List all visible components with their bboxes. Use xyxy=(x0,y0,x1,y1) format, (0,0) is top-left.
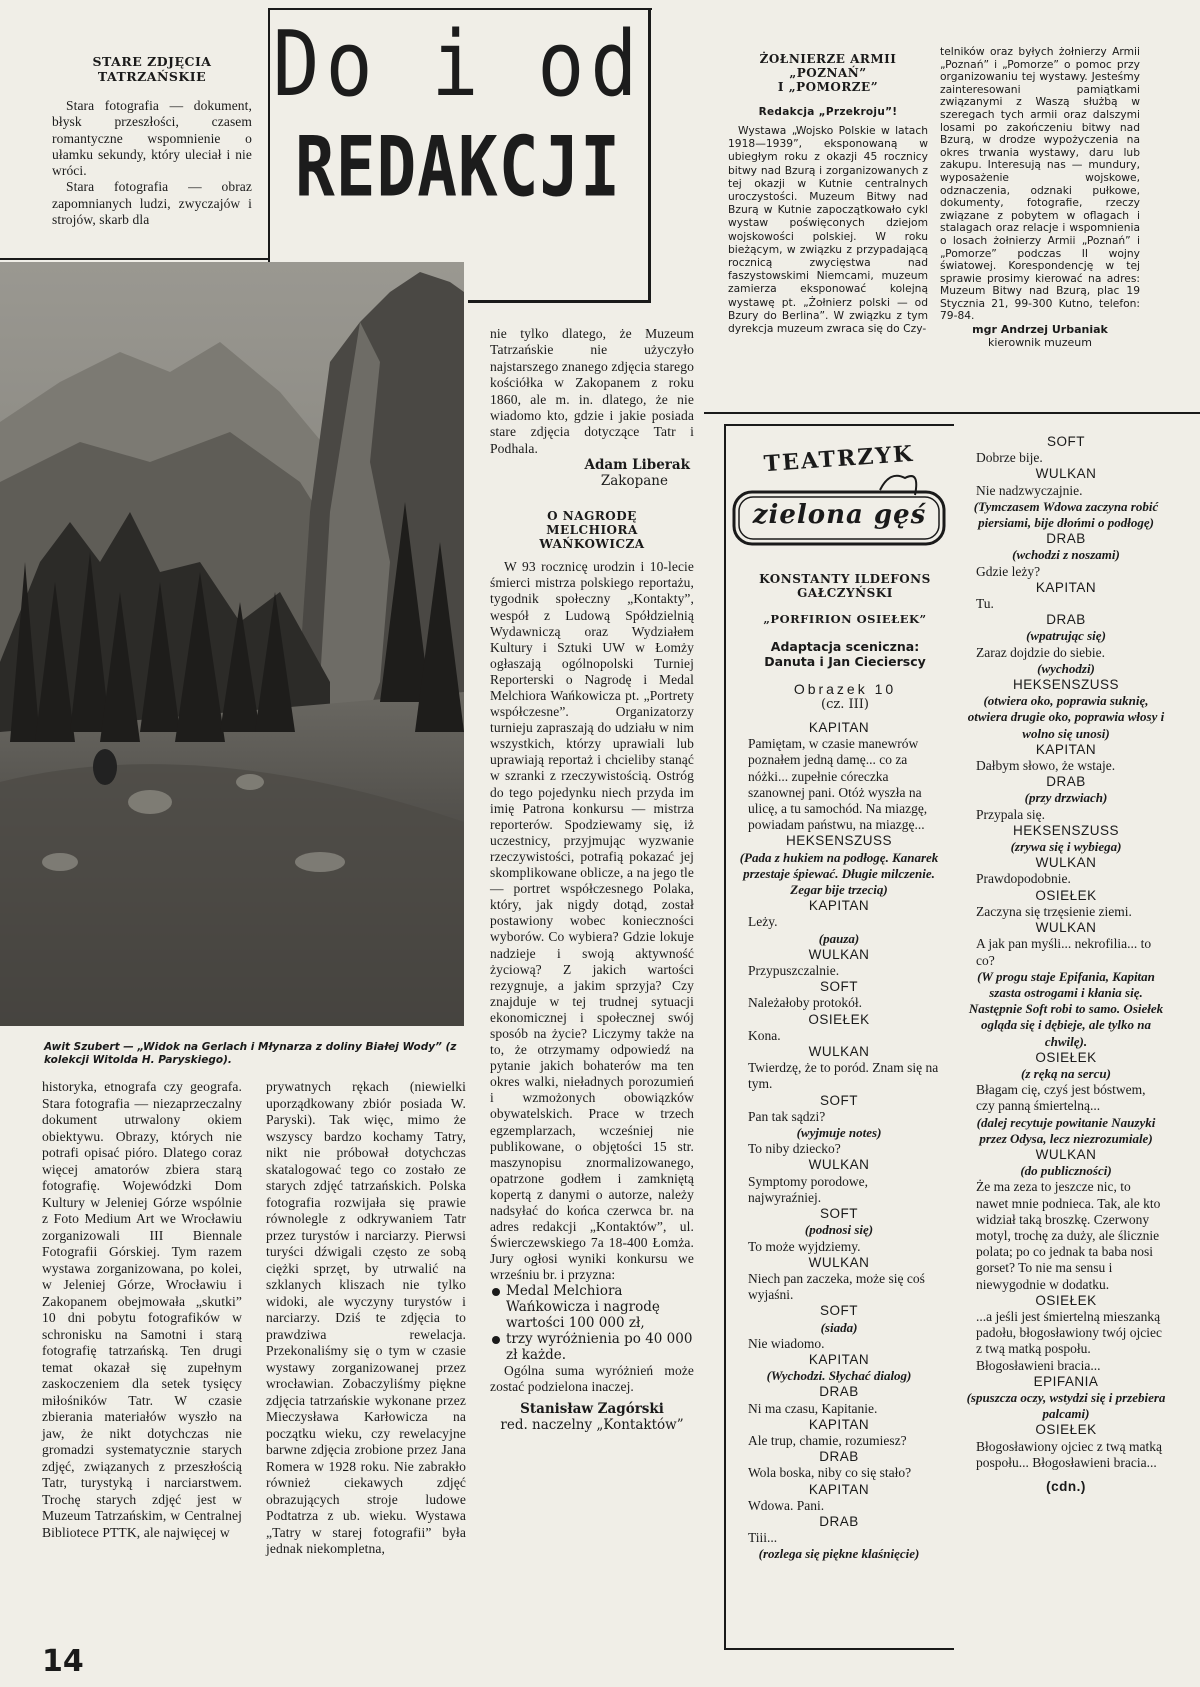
page-number: 14 xyxy=(42,1644,84,1679)
nagroda-bullet-2 xyxy=(490,1331,694,1363)
speaker-name: SOFT xyxy=(820,979,858,995)
dialogue-line: Błogosławiony ojciec z twą matką pospołu... Błogosławieni bracia... xyxy=(976,1438,1162,1470)
nagroda-signature-role: red. naczelny „Kontaktów” xyxy=(500,1417,684,1434)
stage-direction: (wchodzi z noszami) xyxy=(1012,547,1120,563)
bullet-icon xyxy=(492,1336,500,1344)
teatrzyk-scene: Obrazek 10 xyxy=(793,681,897,697)
zolnierze-heading-line-1: ŻOŁNIERZE ARMII xyxy=(759,52,897,66)
teatrzyk-part: (cz. III) xyxy=(821,697,869,712)
stare-column-3: nie tylko dlatego, że Muzeum Tatrzańskie nie użyczyło najstarszego znanego zdjęcia starego kościółka w Zakopanem z roku 1860, ale m. in. dlatego, że nie wiadomo kto, gdzie i jakie posiada stare zdjęcia dotyczące Tatr i Podhala. xyxy=(490,326,695,456)
zolnierze-heading xyxy=(728,52,928,94)
speaker-name: DRAB xyxy=(1046,774,1086,790)
dialogue-line: Gdzie leży? xyxy=(976,563,1041,579)
stage-direction: (przy drzwiach) xyxy=(1024,790,1108,806)
teatrzyk-logo xyxy=(730,440,952,550)
teatrzyk-header xyxy=(742,572,948,712)
speaker-name: WULKAN xyxy=(1035,920,1097,936)
teatrzyk-author: KONSTANTY ILDEFONS GAŁCZYŃSKI xyxy=(759,572,931,600)
dialogue-line: Twierdzę, że to poród. Znam się na tym. xyxy=(748,1060,939,1092)
speaker-name: HEKSENSZUSS xyxy=(1012,677,1120,693)
zolnierze-signature xyxy=(940,323,1140,349)
dialogue-line: Dobrze bije. xyxy=(976,450,1043,466)
speaker-name: OSIEŁEK xyxy=(1035,887,1097,903)
dialogue-line: Przypuszczalnie. xyxy=(748,963,840,979)
stare-column-2: prywatnych rękach (niewielki uporządkowany zbiór posiada W. Paryski). Tak więc, mimo że wszyscy bardzo kochamy Tatry, nikt nie próbował dotychczas skatalogować tego co zostało ze starych zdjęć tatrzańskich. Polska fotografia rozwijała się prawie równolegle z odkrywaniem Tatr przez turystów i narciarzy. Pierwsi turyści dźwigali często ze sobą ciężki sprzęt, by utrwalić na szklanych kliszach nie tylko widoki, ale wyczyny turystów i narciarzy. Dziś te zdjęcia to prawdziwa rewelacja. Przekonaliśmy się o tym w czasie wystawy zorganizowanej przez wrocławian. Zobaczyliśmy piękne zdjęcia tatrzańskie wykonane przez Mieczysława Karłowicza na początku wieku, czy rewelacyjne barwne zdjęcia zrobione przez Jana Romera w 1928 roku. Nie zabrakło również ciekawych zdjęć obrazujących stroje ludowe Podtatrza z ub. wieku. Wystawa „Tatry w starej fotografii” była jednak niekompletna, xyxy=(266,1079,466,1556)
dialogue-line: To niby dziecko? xyxy=(748,1141,841,1157)
stare-intro xyxy=(52,54,252,228)
dialogue-line: Dałbym słowo, że wstaje. xyxy=(976,758,1116,774)
play-column-1 xyxy=(738,720,940,1563)
dialogue-line: Przypala się. xyxy=(976,806,1045,822)
stage-direction: (otwiera oko, poprawia suknię, otwiera drugie oko, poprawia włosy i wolno się unosi) xyxy=(967,693,1165,741)
speaker-name: HEKSENSZUSS xyxy=(1012,822,1120,838)
zolnierze-heading-line-2: „POZNAŃ” xyxy=(789,66,867,80)
mountain-photo xyxy=(0,262,464,1026)
intro-bottom-rule xyxy=(0,258,270,260)
nagroda-heading: O NAGRODĘ MELCHIORA WAŃKOWICZA xyxy=(539,509,645,552)
stage-direction: (z ręką na sercu) xyxy=(1021,1065,1111,1081)
speaker-name: KAPITAN xyxy=(1035,741,1097,757)
stage-direction: (wpatrując się) xyxy=(1026,628,1106,644)
speaker-name: SOFT xyxy=(820,1092,858,1108)
title-line-1: Do i od xyxy=(272,13,644,117)
speaker-name: OSIEŁEK xyxy=(808,1011,870,1027)
stare-signature-name: Adam Liberak xyxy=(584,457,690,474)
speaker-name: KAPITAN xyxy=(808,1416,870,1432)
dialogue-line: Ale trup, chamie, rozumiesz? xyxy=(748,1432,907,1448)
zolnierze-signature-role: kierownik muzeum xyxy=(987,336,1092,350)
dialogue-line: Nie wiadomo. xyxy=(748,1335,825,1351)
speaker-name: DRAB xyxy=(1046,531,1086,547)
dialogue-line: Że ma zeza to jeszcze nic, to nawet mnie podnieca. Tak, ale kto widział taką broszkę. Czerwony motyl, trochę za duży, ale ślicznie polata; po co jednak ta baba nosi gorset? To nie ma sensu i niewygodnie w dodatku. xyxy=(976,1179,1161,1292)
dialogue-line: Leży. xyxy=(748,914,778,930)
title-box-bottom-rule xyxy=(468,300,651,303)
teatrzyk-play-title: „PORFIRION OSIEŁEK” xyxy=(763,612,927,626)
dialogue-line: Pamiętam, w czasie manewrów poznałem jedną damę... co za nóżki... zupełnie córeczka szanownej pani. Otóż wyszła na ulicę, a tu samochód. Na miazgę, powiadam państwu, na miazgę... xyxy=(748,736,928,833)
speaker-name: HEKSENSZUSS xyxy=(785,833,893,849)
nagroda-signature xyxy=(490,1401,694,1433)
dialogue-line: A jak pan myśli... nekrofilia... to co? xyxy=(976,936,1152,968)
speaker-name: KAPITAN xyxy=(808,898,870,914)
dialogue-line: To może wyjdziemy. xyxy=(748,1238,861,1254)
stage-direction: (zrywa się i wybiega) xyxy=(1010,839,1122,855)
stage-direction: (wychodzi) xyxy=(1037,660,1095,676)
title-box-right-rule xyxy=(648,8,651,303)
speaker-name: DRAB xyxy=(1046,612,1086,628)
stage-direction: (siada) xyxy=(820,1319,858,1335)
stage-direction: (podnosi się) xyxy=(804,1222,874,1238)
stare-signature xyxy=(490,457,694,489)
dialogue-line: Prawdopodobnie. xyxy=(976,871,1071,887)
dialogue-line: Pan tak sądzi? xyxy=(748,1108,826,1124)
zolnierze-text-2: telników oraz byłych żołnierzy Armii „Poznań” i „Pomorze” o pomoc przy organizowaniu tej wystawy. Jesteśmy zainteresowani pamiątkami związanymi z Waszą służbą w szeregach tych armii oraz dalszymi losami po zakończeniu bitwy nad Bzurą, w drodze wypożyczenia na okres trwania wystawy, daru lub zakupu. Interesują nas — mundury, wyposażenie wojskowe, odznaczenia, odznaki pułkowe, dokumenty, fotografie, rzeczy związane z pobytem w oflagach i stalagach oraz relacje i wspomnienia o losach żołnierzy Armii „Poznań” i „Pomorze” podczas II wojny światowej. Korespondencję w tej sprawie prosimy kierować na adres: Muzeum Bitwy nad Bzurą, plac 19 Stycznia 21, 99-300 Kutno, telefon: 79-84. xyxy=(940,45,1140,323)
speaker-name: WULKAN xyxy=(808,1157,870,1173)
dialogue-line: Wdowa. Pani. xyxy=(748,1497,825,1513)
speaker-name: DRAB xyxy=(819,1449,859,1465)
dialogue-line: Błagam cię, czyś jest bóstwem, czy panną śmiertelną... xyxy=(976,1082,1146,1114)
speaker-name: EPIFANIA xyxy=(1033,1373,1099,1389)
title-box-top-rule xyxy=(268,8,652,10)
stare-paragraph-2: Stara fotografia — obraz zapomnianych ludzi, zwyczajów i strojów, skarb dla xyxy=(52,179,252,228)
speaker-name: WULKAN xyxy=(1035,855,1097,871)
speaker-name: WULKAN xyxy=(808,946,870,962)
zolnierze-signature-name: mgr Andrzej Urbaniak xyxy=(972,323,1108,337)
dialogue-line: Zaczyna się trzęsienie ziemi. xyxy=(976,903,1132,919)
nagroda-text: W 93 rocznicę urodzin i 10-lecie śmierci mistrza polskiego reportażu, tygodnik społeczny „Kontakty”, wespół z Ludową Spółdzielnią Wydawniczą oraz Wydziałem Kultury i Sztuki UW w Łomży ogłaszają ogólnopolski Turniej Reporterski o Nagrodę i Medal Melchiora Wańkowicza pt. „Portrety współczesne”. Organizatorzy turnieju zapraszają do udziału w nim wszystkich, którzy uprawiali lub uprawiają reportaż i chcieliby stanąć w szranki z rzeczywistością. Ostróg do tego pojedynku niech przyda im imię Patrona konkursu — mistrza reporterów. Spodziewamy się, iż uczestnicy, przyjmując wyzwanie rzeczywistości, potrafią pokazać jej skomplikowane oblicze, a na jego tle — portret współczesnego Polaka, który, jak nigdy dotąd, został postawiony wobec konieczności wyborów. Co wybiera? Gdzie lokuje nadzieje i swoją aktywność życiową? Z jakich wartości rezygnuje, a jakim sprzyja? Czy znajduje w tej trudnej sytuacji ekonomicznej i społecznej swój sposób na życie? Liczymy także na to, że otrzymamy odpowiedź na pytanie jakich bohaterów ma ten okres walki, nieładnych porozumień i wzmożonych obowiązków obywatelskich. Prace w trzech egzemplarzach, wcześniej nie publikowane, o objętości 15 str. maszynopisu znormalizowanego, opatrzone godłem i zamkniętą kopertą z danymi o autorze, należy nadsyłać do końca czerwca br. na adres redakcji „Kontaktów”, ul. Świerczewskiego 7a 18-400 Łomża. Jury ogłosi wyniki konkursu we wrześniu br. i przyzna: xyxy=(490,559,694,1283)
zolnierze-column-1 xyxy=(728,52,928,335)
teatrzyk-logo-bottom: zielona gęś xyxy=(752,500,927,530)
dialogue-line: Tiii... xyxy=(748,1530,778,1546)
stage-direction: (rozlega się piękne klaśnięcie) xyxy=(758,1546,920,1562)
stare-heading: STARE ZDJĘCIA TATRZAŃSKIE xyxy=(92,54,212,84)
dialogue-line: Niech pan zaczeka, może się coś wyjaśni. xyxy=(748,1270,925,1303)
dialogue-line: Zaraz dojdzie do siebie. xyxy=(976,644,1105,660)
dialogue-line: Ni ma czasu, Kapitanie. xyxy=(748,1400,878,1416)
zolnierze-salutation: Redakcja „Przekroju”! xyxy=(758,106,898,118)
speaker-name: WULKAN xyxy=(1035,466,1097,482)
mountain-landscape-image xyxy=(0,262,464,1026)
speaker-name: WULKAN xyxy=(808,1044,870,1060)
dialogue-line: Tu. xyxy=(976,596,994,612)
zolnierze-text-1: Wystawa „Wojsko Polskie w latach 1918—1939”, eksponowaną w ubiegłym roku z okazji 45 rocznicy bitwy nad Bzurą i zorganizowanych z tej okazji w Kutnie centralnych uroczystości. Muzeum Bitwy nad Bzurą w Kutnie zapoczątkowało cykl wystaw poświęconych dziejom wojskowości polskiej. W roku bieżącym, w związku z przypadającą rocznicą zwycięstwa nad faszystowskimi Niemcami, muzeum zamierza eksponować kolejną wystawę pt. „Żołnierz polski — od Bzury do Berlina”. W związku z tym dyrekcja muzeum zwraca się do Czy- xyxy=(728,124,928,336)
speaker-name: SOFT xyxy=(1047,434,1085,449)
stage-direction: (Wychodzi. Słychać dialog) xyxy=(766,1368,912,1384)
stage-direction: (dalej recytuje powitanie Nauzyki przez Odysa, lecz niezrozumiale) xyxy=(976,1114,1156,1146)
dialogue-line: Należałoby protokół. xyxy=(748,995,862,1011)
dialogue-line: Symptomy porodowe, najwyraźniej. xyxy=(748,1173,868,1205)
page-title xyxy=(272,13,644,216)
dialogue-line: Wola boska, niby co się stało? xyxy=(748,1465,912,1481)
title-line-2: REDAKCJI xyxy=(295,119,621,216)
nagroda-signature-name: Stanisław Zagórski xyxy=(520,1401,664,1418)
teatrzyk-adapt-names: Danuta i Jan Ciecierscy xyxy=(764,654,926,669)
stare-signature-place: Zakopane xyxy=(600,473,668,490)
speaker-name: KAPITAN xyxy=(808,720,870,735)
dialogue-line: Nie nadzwyczajnie. xyxy=(976,482,1083,498)
dialogue-line: Kona. xyxy=(748,1027,781,1043)
stage-direction: (do publiczności) xyxy=(1020,1163,1112,1179)
stage-direction: (Pada z hukiem na podłogę. Kanarek przestaje śpiewać. Długie milczenie. Zegar bije trzecią) xyxy=(739,849,939,898)
speaker-name: KAPITAN xyxy=(808,1481,870,1497)
photo-caption: Awit Szubert — „Widok na Gerlach i Młynarza z doliny Białej Wody” (z kolekcji Witolda H. Paryskiego). xyxy=(44,1041,457,1066)
speaker-name: OSIEŁEK xyxy=(1035,1422,1097,1438)
nagroda-tail: Ogólna suma wyróżnień może zostać podzielona inaczej. xyxy=(490,1363,694,1395)
stare-paragraph-1: Stara fotografia — dokument, błysk przeszłości, czasem romantyczne wspomnienie o ułamku sekundy, który uleciał i nie wróci. xyxy=(52,98,252,179)
bullet-icon xyxy=(492,1288,500,1296)
stage-direction: (Tymczasem Wdowa zaczyna robić piersiami, bije dłońmi o podłogę) xyxy=(973,498,1159,531)
zolnierze-bottom-rule xyxy=(704,412,1200,414)
play-column-2 xyxy=(966,434,1166,1495)
speaker-name: DRAB xyxy=(819,1513,859,1529)
speaker-name: SOFT xyxy=(820,1303,858,1319)
speaker-name: KAPITAN xyxy=(1035,579,1097,595)
speaker-name: OSIEŁEK xyxy=(1035,1049,1097,1065)
stage-direction: (pauza) xyxy=(818,930,860,946)
speaker-name: WULKAN xyxy=(808,1254,870,1270)
nagroda-bullet-1-text: Medal Melchiora Wańkowicza i nagrodę wartości 100 000 zł, xyxy=(506,1283,660,1332)
speaker-name: SOFT xyxy=(820,1206,858,1222)
teatrzyk-adapt-label: Adaptacja sceniczna: xyxy=(770,639,920,654)
stage-direction: (spuszcza oczy, wstydzi się i przebiera palcami) xyxy=(966,1389,1166,1422)
nagroda-bullet-1 xyxy=(490,1283,694,1331)
continued-note: (cdn.) xyxy=(1046,1479,1086,1494)
middle-column xyxy=(490,326,694,1433)
zolnierze-column-2 xyxy=(940,46,1140,349)
stage-direction: (W progu staje Epifania, Kapitan szasta ostrogami i kłania się. Następnie Soft robi to samo. Osiełek ogląda się i dębieje, ale tylko na chwilę). xyxy=(968,968,1164,1049)
teatrzyk-logo-top: TEATRZYK xyxy=(762,440,915,478)
zolnierze-heading-line-3: I „POMORZE” xyxy=(777,80,879,94)
nagroda-bullet-2-text: trzy wyróżnienia po 40 000 zł każde. xyxy=(506,1331,693,1364)
speaker-name: KAPITAN xyxy=(808,1351,870,1367)
stage-direction: (wyjmuje notes) xyxy=(796,1125,882,1141)
speaker-name: DRAB xyxy=(819,1384,859,1400)
speaker-name: OSIEŁEK xyxy=(1035,1292,1097,1308)
dialogue-line: ...a jeśli jest śmiertelną mieszanką padołu, błogosławiony twój ojciec z twą matką pospołu. Błogosławieni bracia... xyxy=(976,1308,1162,1373)
speaker-name: WULKAN xyxy=(1035,1146,1097,1162)
stare-column-1: historyka, etnografa czy geografa. Stara fotografia — niezaprzeczalny dokument utrwalony okiem obiektywu. Obrazy, których nie potrafi opisać pióro. Dlatego coraz więcej amatorów zbiera starą fotografię. Wojewódzki Dom Kultury w Jeleniej Górze wspólnie z Foto Medium Art we Wrocławiu zorganizowali III Biennale Fotografii Górskiej. Tym razem wystawa zorganizowana, po kolei, w Jeleniej Górze, Wrocławiu i Zakopanem obejmowała „skutki” 10 dni pobytu fotografików w schronisku na Samotni i starą fotografię tatrzańską. Ten drugi temat okazał się zupełnym zaskoczeniem dla setek tysięcy miłośników Tatr. W czasie zbierania materiałów wyszło na jaw, że nikt dotychczas nie gromadzi systematycznie starych zdjęć, związanych z przeszłością Tatr, turystyką i narciarstwem. Trochę starych zdjęć jest w Muzeum Tatrzańskim, w Centralnej Bibliotece PTTK, ale najwięcej w xyxy=(42,1079,242,1540)
